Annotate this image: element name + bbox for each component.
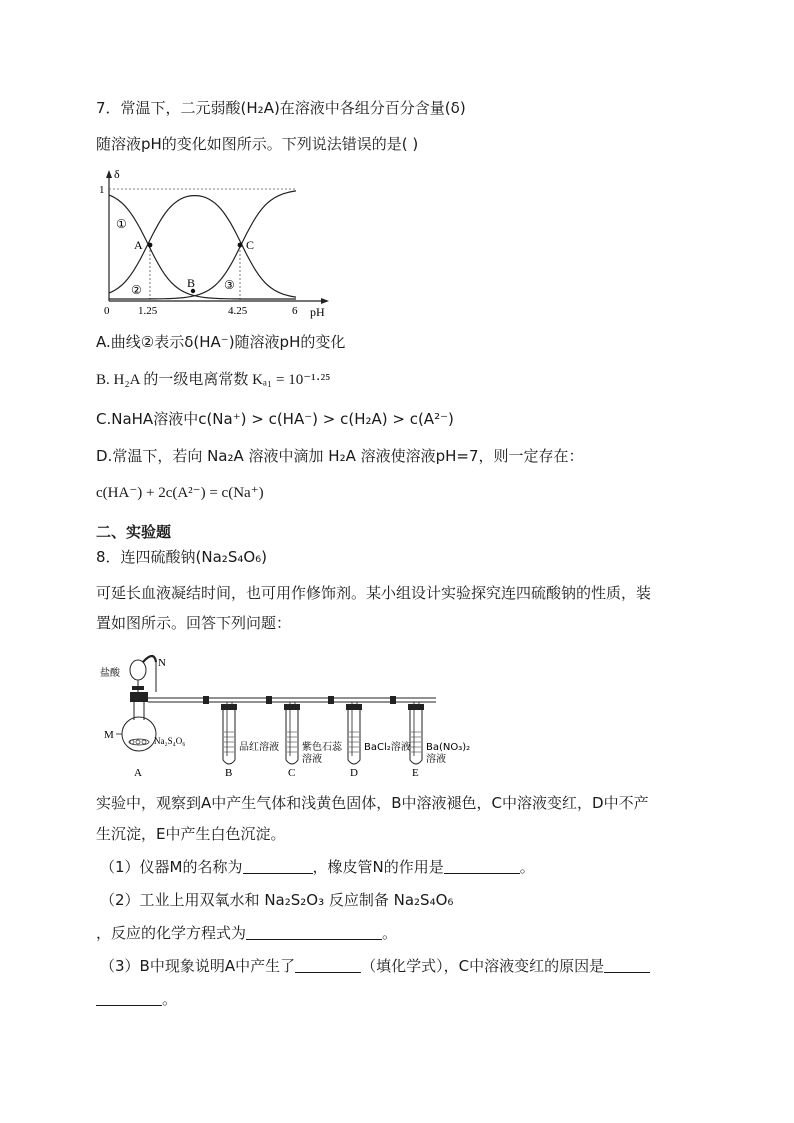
label-m: M bbox=[104, 729, 114, 741]
label-n: N bbox=[158, 657, 166, 669]
tube-stopper bbox=[284, 704, 300, 710]
tubing-joint bbox=[390, 696, 396, 704]
x-tick-3: 6 bbox=[292, 305, 298, 317]
distribution-chart bbox=[96, 166, 336, 318]
q8-observation-line2: 生沉淀，E中产生白色沉淀。 bbox=[96, 825, 286, 843]
x-tick-0: 0 bbox=[104, 305, 110, 317]
x-tick-2: 4.25 bbox=[228, 305, 248, 317]
tube-stopper bbox=[221, 704, 237, 710]
test-tube bbox=[410, 708, 422, 764]
test-tube bbox=[223, 708, 235, 764]
tube-solution-label: 紫色石蕊 bbox=[302, 742, 342, 753]
curve-label-1: ① bbox=[116, 217, 127, 231]
curve-label-2: ② bbox=[131, 283, 142, 297]
answer-blank-3[interactable] bbox=[246, 923, 382, 940]
label-a: A bbox=[134, 767, 142, 779]
x-axis-label: pH bbox=[310, 305, 325, 319]
tube-stopper bbox=[346, 704, 362, 710]
q8-observation-line1: 实验中，观察到A中产生气体和浅黄色固体，B中溶液褪色，C中溶液变红，D中不产 bbox=[96, 794, 649, 812]
tubing-joint bbox=[203, 696, 209, 704]
tubing-joint bbox=[266, 696, 272, 704]
q8-sub2-line2: ，反应的化学方程式为 。 bbox=[96, 924, 398, 942]
label-acid: 盐酸 bbox=[100, 668, 120, 679]
tube-solution-label-2: 溶液 bbox=[302, 754, 322, 765]
answer-blank-4[interactable] bbox=[295, 956, 361, 973]
tube-solution-label: BaCl₂溶液 bbox=[364, 742, 411, 753]
q8-sub3-line2: 。 bbox=[96, 988, 177, 1010]
q7-stem-line1: 7．常温下，二元弱酸(H₂A)在溶液中各组分百分含量(δ) bbox=[96, 99, 466, 117]
q7-option-d-line2: c(HA⁻) + 2c(A²⁻) = c(Na⁺) bbox=[96, 485, 264, 501]
y-tick-1: 1 bbox=[99, 184, 105, 196]
point-a bbox=[148, 243, 153, 248]
tubing-joint bbox=[328, 696, 334, 704]
q8-stem-line2: 可延长血液凝结时间，也可用作修饰剂。某小组设计实验探究连四硫酸钠的性质，装 bbox=[96, 584, 652, 602]
point-label-c: C bbox=[246, 238, 255, 252]
answer-blank-1[interactable] bbox=[243, 857, 313, 874]
test-tube bbox=[348, 708, 360, 764]
point-label-b: B bbox=[187, 276, 196, 290]
point-label-a: A bbox=[134, 238, 143, 252]
label-flask-reagent: Na₂S₄O₆ bbox=[154, 736, 186, 746]
q7-option-c: C.NaHA溶液中c(Na⁺) > c(HA⁻) > c(H₂A) > c(A²⁻) bbox=[96, 410, 454, 428]
q8-sub2-line1: （2）工业上用双氧水和 Na₂S₂O₃ 反应制备 Na₂S₄O₆ bbox=[100, 891, 454, 909]
tube-solution-label: 品红溶液 bbox=[239, 742, 279, 753]
q8-stem-line1: 8．连四硫酸钠(Na₂S₄O₆) bbox=[96, 548, 268, 566]
tube-letter: D bbox=[350, 767, 358, 779]
q7-option-d-line1: D.常温下，若向 Na₂A 溶液中滴加 H₂A 溶液使溶液pH=7，则一定存在： bbox=[96, 447, 584, 465]
tube-solution-label: Ba(NO₃)₂ bbox=[426, 742, 471, 753]
tube-stopper bbox=[408, 704, 424, 710]
x-tick-1: 1.25 bbox=[138, 305, 158, 317]
tube-letter: E bbox=[412, 767, 419, 779]
y-axis-label: δ bbox=[114, 167, 120, 181]
tube-solution-label-2: 溶液 bbox=[426, 754, 446, 765]
q8-sub3-line1: （3）B中现象说明A中产生了 （填化学式），C中溶液变红的原因是 bbox=[100, 955, 650, 977]
q8-sub1: （1）仪器M的名称为 ，橡皮管N的作用是 。 bbox=[100, 858, 535, 876]
curve-label-3: ③ bbox=[224, 278, 235, 292]
tube-letter: C bbox=[288, 767, 296, 779]
q7-option-b: B. H₂A 的一级电离常数 Kₐ₁ = 10⁻¹·²⁵ bbox=[96, 372, 331, 388]
q7-stem-line2: 随溶液pH的变化如图所示。下列说法错误的是( ) bbox=[96, 135, 419, 153]
q7-option-a: A.曲线②表示δ(HA⁻)随溶液pH的变化 bbox=[96, 333, 346, 351]
answer-blank-2[interactable] bbox=[444, 857, 520, 874]
q8-stem-line3: 置如图所示。回答下列问题： bbox=[96, 614, 292, 632]
test-tube bbox=[286, 708, 298, 764]
section-title: 二、实验题 bbox=[96, 523, 172, 541]
point-c bbox=[238, 243, 243, 248]
answer-blank-5[interactable] bbox=[604, 956, 650, 973]
apparatus-diagram bbox=[96, 648, 471, 780]
answer-blank-5-continued[interactable] bbox=[96, 989, 162, 1006]
tube-letter: B bbox=[225, 767, 233, 779]
